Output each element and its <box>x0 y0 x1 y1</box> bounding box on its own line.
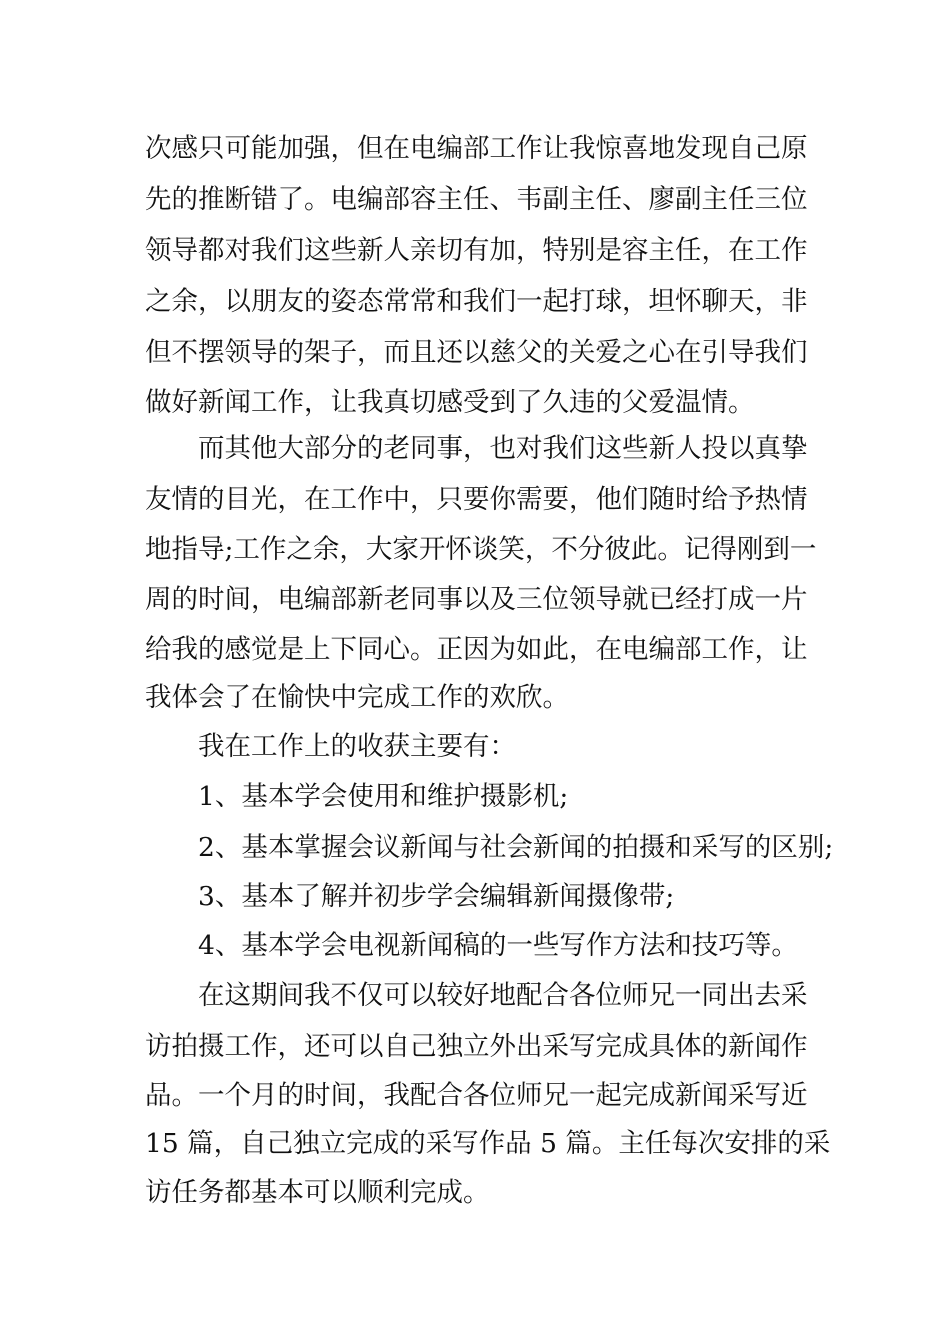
text-line: 领导都对我们这些新人亲切有加，特别是容主任，在工作 <box>145 235 808 266</box>
text-line: 我体会了在愉快中完成工作的欢欣。 <box>145 682 569 713</box>
paragraph-first-line: 而其他大部分的老同事，也对我们这些新人投以真挚 <box>198 433 808 464</box>
list-intro: 我在工作上的收获主要有： <box>198 731 516 762</box>
text-line: 友情的目光，在工作中，只要你需要，他们随时给予热情 <box>145 484 808 515</box>
list-item: 3、基本了解并初步学会编辑新闻摄像带; <box>198 881 675 912</box>
text-line: 之余，以朋友的姿态常常和我们一起打球，坦怀聊天，非 <box>145 286 808 317</box>
text-line: 15 篇，自己独立完成的采写作品 5 篇。主任每次安排的采 <box>145 1128 831 1159</box>
text-line: 但不摆领导的架子，而且还以慈父的关爱之心在引导我们 <box>145 337 808 368</box>
text-line: 次感只可能加强，但在电编部工作让我惊喜地发现自己原 <box>145 133 808 164</box>
list-item: 2、基本掌握会议新闻与社会新闻的拍摄和采写的区别; <box>198 832 834 863</box>
text-line: 先的推断错了。电编部容主任、韦副主任、廖副主任三位 <box>145 184 808 215</box>
text-line: 品。一个月的时间，我配合各位师兄一起完成新闻采写近 <box>145 1080 808 1111</box>
list-item: 1、基本学会使用和维护摄影机; <box>198 781 569 812</box>
text-line: 做好新闻工作，让我真切感受到了久违的父爱温情。 <box>145 387 755 418</box>
text-line: 访任务都基本可以顺利完成。 <box>145 1177 490 1208</box>
paragraph-first-line: 在这期间我不仅可以较好地配合各位师兄一同出去采 <box>198 980 808 1011</box>
text-line: 访拍摄工作，还可以自己独立外出采写完成具体的新闻作 <box>145 1031 808 1062</box>
text-line: 周的时间，电编部新老同事以及三位领导就已经打成一片 <box>145 584 808 615</box>
text-line: 地指导;工作之余，大家开怀谈笑，不分彼此。记得刚到一 <box>145 534 817 565</box>
text-line: 给我的感觉是上下同心。正因为如此，在电编部工作，让 <box>145 634 808 665</box>
list-item: 4、基本学会电视新闻稿的一些写作方法和技巧等。 <box>198 930 798 961</box>
